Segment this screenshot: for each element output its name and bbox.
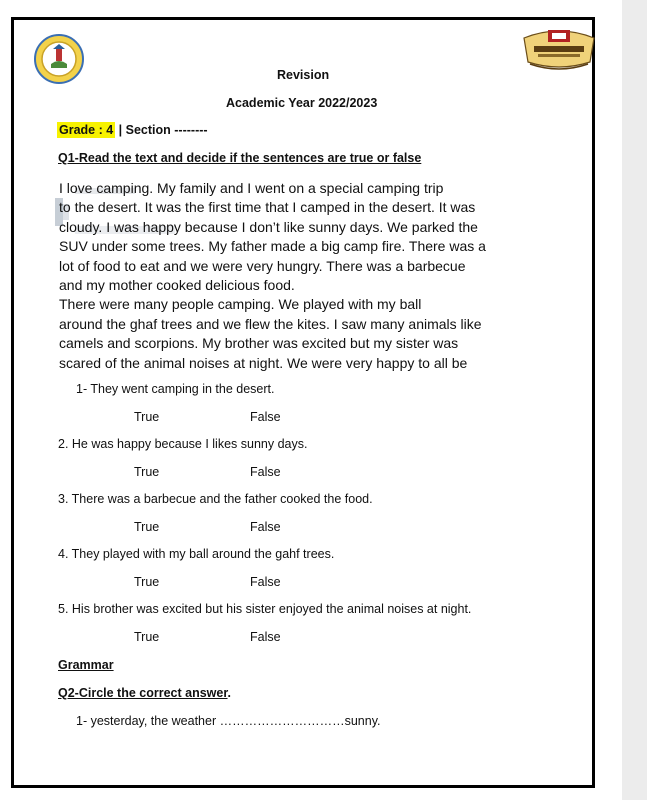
grammar-item-1: 1- yesterday, the weather …………………………sunny. [76,714,381,728]
option-false-1[interactable]: False [250,410,281,424]
option-false-5[interactable]: False [250,630,281,644]
option-true-2[interactable]: True [134,465,160,479]
passage-line: camels and scorpions. My brother was excited but my sister was [59,335,459,352]
academic-year: Academic Year 2022/2023 [226,96,378,110]
passage-line: around the ghaf trees and we flew the kites. I saw many animals like [59,315,482,332]
reading-passage [59,179,486,373]
passage-line: cloudy. I was happy because I don’t like sunny days. We parked the [59,218,478,235]
statement-2: 2. He was happy because I likes sunny days. [58,437,308,451]
side-strip [622,0,647,800]
q1-heading: Q1-Read the text and decide if the sentences are true or false [58,151,422,165]
statement-4: 4. They played with my ball around the gahf trees. [58,547,335,561]
school-logo-left-icon [33,33,85,85]
option-true-1[interactable]: True [134,410,160,424]
passage-line: SUV under some trees. My father made a big camp fire. There was a [59,238,486,255]
statement-3: 3. There was a barbecue and the father cooked the food. [58,492,373,506]
q2-heading-line [58,686,231,700]
q2-heading: Q2-Circle the correct answer [58,686,228,700]
passage-line: to the desert. It was the first time that I camped in the desert. It was [59,199,476,216]
passage-line: and my mother cooked delicious food. [59,277,295,294]
statement-1: 1- They went camping in the desert. [76,382,275,396]
passage-line: There were many people camping. We played with my ball [59,296,422,313]
grammar-heading: Grammar [58,658,114,672]
passage-line: scared of the animal noises at night. We were very happy to all be [59,354,468,371]
statement-5: 5. His brother was excited but his sister enjoyed the animal noises at night. [58,602,472,616]
school-emblem-right-icon [520,24,598,74]
option-true-5[interactable]: True [134,630,160,644]
option-false-4[interactable]: False [250,575,281,589]
grade-line [57,123,208,137]
q2-period: . [227,686,232,700]
option-true-4[interactable]: True [134,575,160,589]
option-true-3[interactable]: True [134,520,160,534]
grade-label: Grade : 4 [59,123,114,137]
passage-line: I love camping. My family and I went on a special camping trip [59,180,444,196]
option-false-2[interactable]: False [250,465,281,479]
passage-line: lot of food to eat and we were very hungry. There was a barbecue [59,257,466,274]
page-title: Revision [277,68,330,82]
section-label: | Section -------- [118,123,208,137]
option-false-3[interactable]: False [250,520,281,534]
